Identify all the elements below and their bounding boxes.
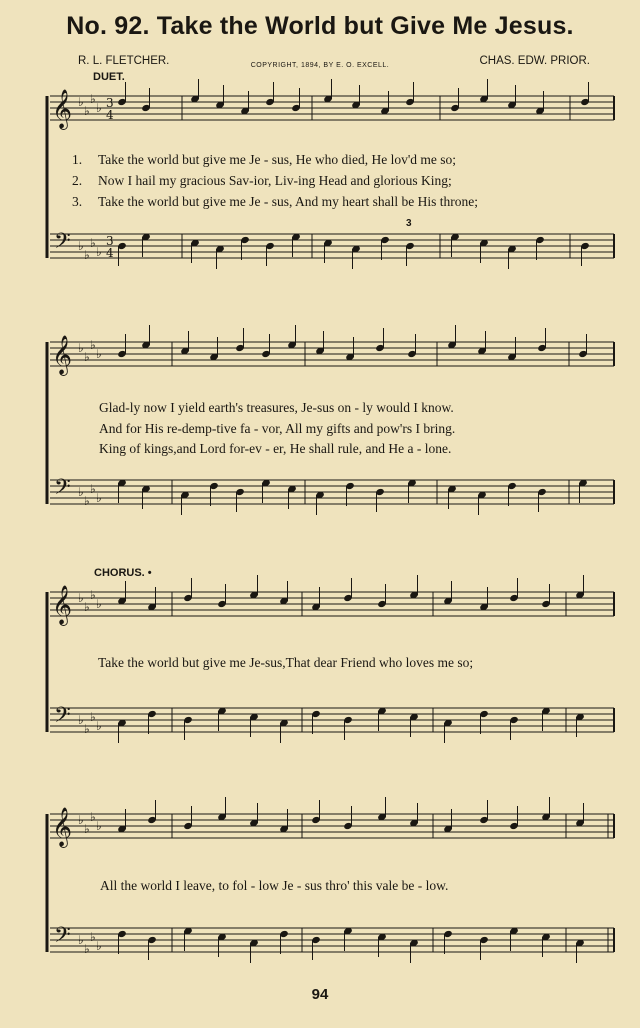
flat-sign: ♭ [78, 485, 84, 499]
verse-3-line-1: 3. Take the world but give me Je - sus, And my heart shall be His throne; [72, 194, 478, 209]
flat-sign: ♭ [78, 813, 84, 827]
chorus-line-1: Take the world but give me Je-sus,That dear Friend who loves me so; [98, 655, 474, 670]
copyright-notice: COPYRIGHT, 1894, BY E. O. EXCELL. [250, 62, 390, 69]
flat-sign: ♭ [84, 942, 90, 956]
flat-sign: ♭ [78, 95, 84, 109]
bass-clef-icon: 𝄢 [54, 475, 71, 505]
triplet-marker: 3 [406, 218, 412, 229]
verse-2-line-2: And for His re-demp-tive fa - vor, All my gifts and pow'rs I bring. [99, 421, 456, 436]
flat-sign: ♭ [84, 494, 90, 508]
bass-clef-icon: 𝄢 [54, 703, 71, 733]
flat-sign: ♭ [96, 101, 102, 115]
verse-1-line-2: Glad-ly now I yield earth's treasures, Je-sus on - ly would I know. [99, 400, 454, 415]
flat-sign: ♭ [90, 236, 96, 250]
flat-sign: ♭ [84, 248, 90, 262]
time-signature: 3 [106, 96, 114, 110]
flat-sign: ♭ [90, 482, 96, 496]
flat-sign: ♭ [78, 341, 84, 355]
flat-sign: ♭ [96, 597, 102, 611]
treble-clef-icon: 𝄞 [52, 585, 73, 625]
flat-sign: ♭ [84, 722, 90, 736]
flat-sign: ♭ [84, 104, 90, 118]
chorus-marker: CHORUS. • [94, 567, 152, 579]
flat-sign: ♭ [84, 600, 90, 614]
chorus-line-2: All the world I leave, to fol - low Je - sus thro' this vale be - low. [100, 878, 449, 893]
flat-sign: ♭ [84, 822, 90, 836]
flat-sign: ♭ [78, 713, 84, 727]
flat-sign: ♭ [96, 939, 102, 953]
flat-sign: ♭ [96, 347, 102, 361]
flat-sign: ♭ [90, 930, 96, 944]
flat-sign: ♭ [84, 350, 90, 364]
composer-credit: CHAS. EDW. PRIOR. [479, 55, 590, 67]
treble-clef-icon: 𝄞 [52, 807, 73, 847]
flat-sign: ♭ [78, 591, 84, 605]
verse-2-line-1: 2. Now I hail my gracious Sav-ior, Liv-ing Head and glorious King; [72, 173, 452, 188]
time-signature: 4 [106, 246, 114, 260]
verse-1-line-1: 1. Take the world but give me Je - sus, He who died, He lov'd me so; [72, 152, 457, 167]
hymn-title: No. 92. Take the World but Give Me Jesus. [66, 12, 574, 40]
flat-sign: ♭ [90, 810, 96, 824]
duet-marker: DUET. [93, 71, 125, 83]
flat-sign: ♭ [90, 338, 96, 352]
flat-sign: ♭ [96, 491, 102, 505]
treble-clef-icon: 𝄞 [52, 335, 73, 375]
flat-sign: ♭ [96, 719, 102, 733]
verse-3-line-2: King of kings,and Lord for-ev - er, He shall rule, and He a - lone. [99, 441, 452, 456]
bass-clef-icon: 𝄢 [54, 923, 71, 953]
time-signature: 3 [106, 234, 114, 248]
flat-sign: ♭ [90, 588, 96, 602]
lyricist-credit: R. L. FLETCHER. [78, 55, 170, 67]
time-signature: 4 [106, 108, 114, 122]
treble-clef-icon: 𝄞 [52, 89, 73, 129]
bass-clef-icon: 𝄢 [54, 229, 71, 259]
page-number: 94 [311, 986, 329, 1003]
flat-sign: ♭ [96, 245, 102, 259]
flat-sign: ♭ [96, 819, 102, 833]
flat-sign: ♭ [90, 92, 96, 106]
flat-sign: ♭ [90, 710, 96, 724]
flat-sign: ♭ [78, 239, 84, 253]
flat-sign: ♭ [78, 933, 84, 947]
